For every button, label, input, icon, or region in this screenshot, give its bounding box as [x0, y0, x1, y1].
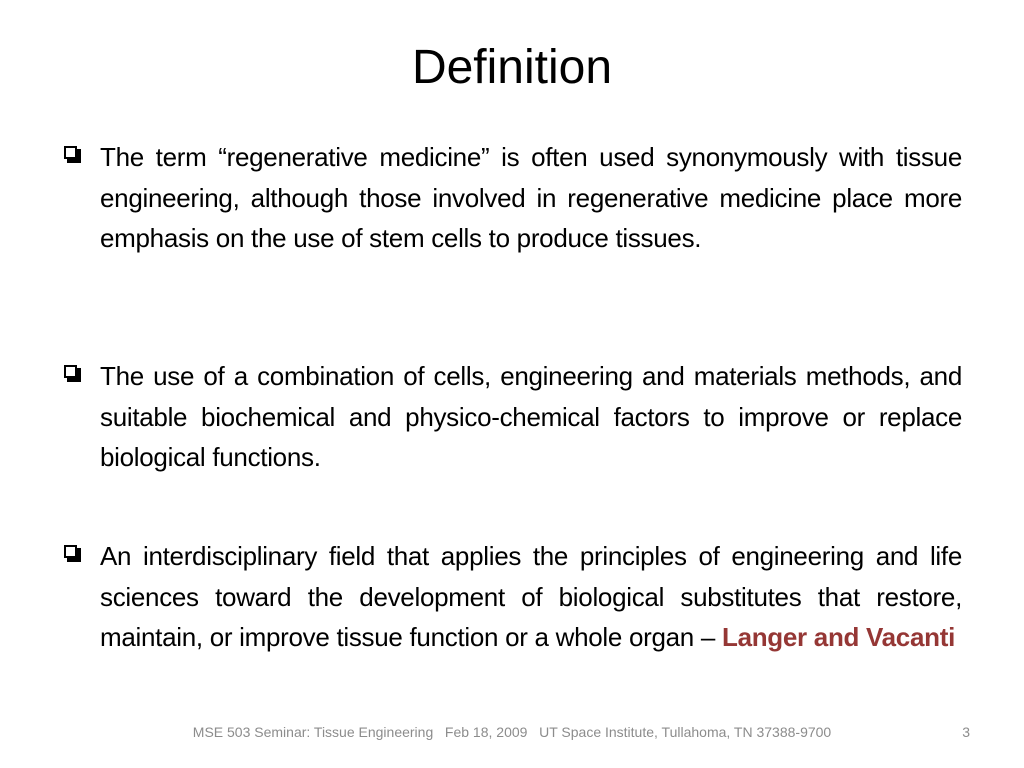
footer-course: MSE 503 Seminar: Tissue Engineering	[192, 724, 434, 740]
citation-langer-vacanti: Langer and Vacanti	[721, 622, 955, 652]
bullet-item-1	[62, 137, 962, 259]
slide-footer	[0, 724, 1024, 740]
checkbox-square-icon	[64, 365, 81, 382]
bullet-text-body: An interdisciplinary field that applies the principles of engineering and life sciences toward the development of biological substitutes that restore, maintain, or improve tissue function or a whole organ –	[100, 541, 962, 652]
bullet-text	[100, 536, 962, 658]
slide-page-number: 3	[962, 724, 970, 740]
bullet-item-2	[62, 356, 962, 478]
bullet-list	[62, 137, 962, 652]
checkbox-square-icon	[64, 146, 81, 163]
slide-title: Definition	[411, 41, 613, 94]
checkbox-square-icon	[64, 545, 81, 562]
bullet-item-3	[62, 536, 962, 658]
bullet-text: The use of a combination of cells, engineering and materials methods, and suitable biochemical and physico-chemical factors to improve or replace biological functions.	[100, 361, 962, 472]
footer-location: UT Space Institute, Tullahoma, TN 37388-9700	[539, 724, 832, 740]
bullet-text: The term “regenerative medicine” is often used synonymously with tissue engineering, although those involved in regenerative medicine place more emphasis on the use of stem cells to produce tissues.	[100, 142, 962, 253]
footer-date: Feb 18, 2009	[444, 724, 528, 740]
